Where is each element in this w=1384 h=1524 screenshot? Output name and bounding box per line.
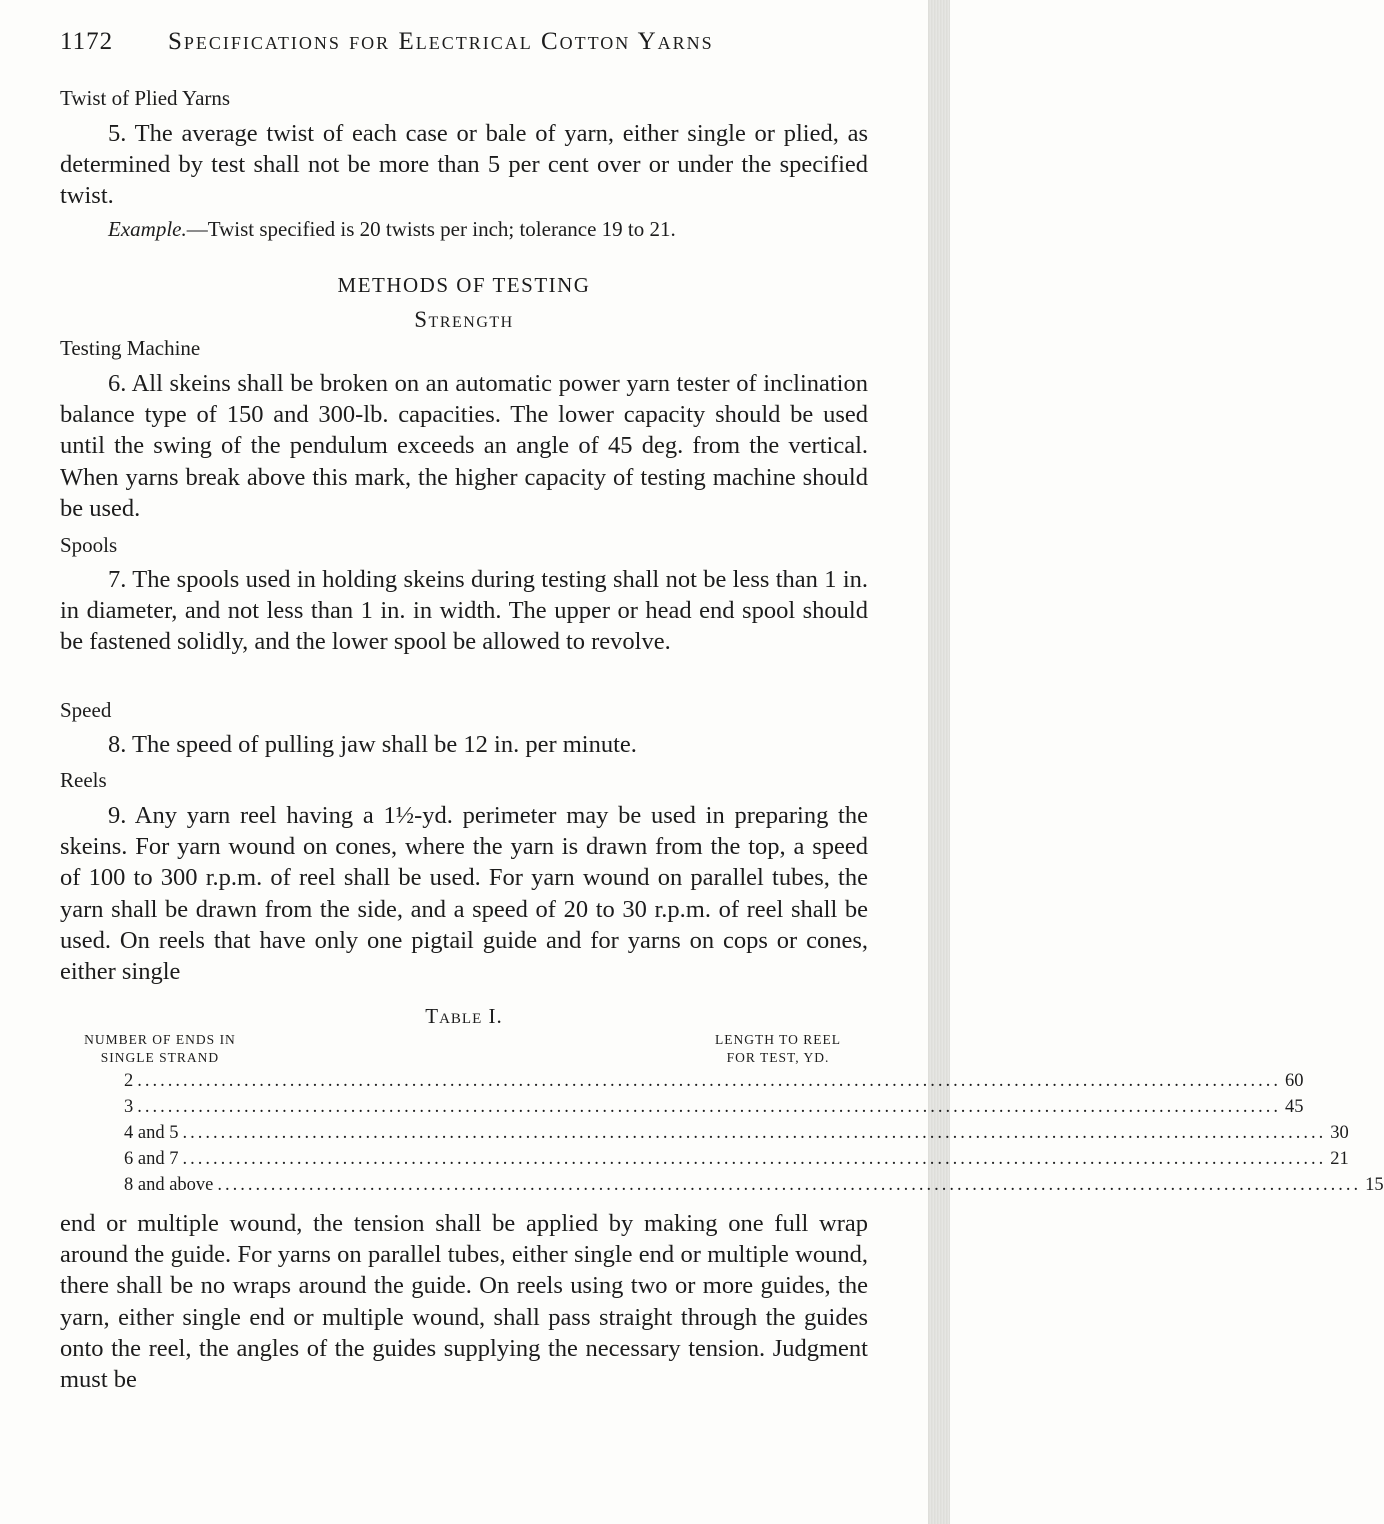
heading-strength: Strength: [414, 307, 514, 332]
heading-methods-of-testing: METHODS OF TESTING: [337, 273, 591, 297]
table-row: 6 and 7 ...................................................................................................................................................... 21: [124, 1149, 1349, 1169]
table-row: 2 ...................................................................................................................................................... 60: [124, 1071, 1304, 1091]
example-label: Example.: [108, 217, 187, 241]
table-row: 8 and above ...................................................................................................................................................... 15: [124, 1175, 1384, 1195]
page-edge-shading: [928, 0, 950, 1524]
table-col-header-ends: NUMBER OF ENDS IN SINGLE STRAND: [84, 1032, 236, 1065]
paragraph-8: 8. The speed of pulling jaw shall be 12 in. per minute.: [108, 731, 637, 758]
example: [108, 217, 676, 242]
paragraph-7: 7. The spools used in holding skeins during testing shall not be less than 1 in. in diameter, and not less than 1 in. in width. The upper or head end spool should be fastened solidly, and the lower spool be allowed to revolve.: [60, 566, 868, 656]
heading-twist-plied: Twist of Plied Yarns: [60, 86, 231, 110]
paragraph-6: 6. All skeins shall be broken on an automatic power yarn tester of inclination balance type of 150 and 300-lb. capacities. The lower capacity should be used until the swing of the pendulum exceeds an angle of 45 deg. from the vertical. When yarns break above this mark, the higher capacity of testing machine should be used.: [60, 370, 868, 522]
table-col-header-length: LENGTH TO REEL FOR TEST, YD.: [715, 1032, 841, 1065]
paragraph-9-continued: end or multiple wound, the tension shall be applied by making one full wrap around the guide. For yarns on parallel tubes, either single end or multiple wound, there shall be no wraps around the guide. On reels using two or more guides, the yarn, either single end or multiple wound, shall pass straight through the guides onto the reel, the angles of the guides supplying the necessary tension. Judgment must be: [60, 1210, 868, 1394]
example-text: —Twist specified is 20 twists per inch; tolerance 19 to 21.: [186, 217, 676, 241]
paragraph-5: 5. The average twist of each case or bale of yarn, either single or plied, as determined by test shall not be more than 5 per cent over or under the specified twist.: [60, 120, 868, 210]
paragraph-9: 9. Any yarn reel having a 1½-yd. perimeter may be used in preparing the skeins. For yarn wound on cones, where the yarn is drawn from the top, a speed of 100 to 300 r.p.m. of reel shall be used. For yarn wound on parallel tubes, the yarn shall be drawn from the side, and a speed of 20 to 30 r.p.m. of reel shall be used. On reels that have only one pigtail guide and for yarns on cops or cones, either single: [60, 802, 868, 986]
heading-reels: Reels: [60, 768, 107, 792]
page-number: 1172: [60, 28, 114, 55]
table-row: 4 and 5 ...................................................................................................................................................... 30: [124, 1123, 1349, 1143]
heading-speed: Speed: [60, 698, 112, 722]
heading-spools: Spools: [60, 533, 118, 557]
table-row: 3 ...................................................................................................................................................... 45: [124, 1097, 1304, 1117]
heading-testing-machine: Testing Machine: [60, 336, 201, 360]
running-head: [60, 24, 868, 64]
table-title: Table I.: [425, 1004, 503, 1028]
running-title: Specifications for Electrical Cotton Yarns: [168, 28, 714, 55]
